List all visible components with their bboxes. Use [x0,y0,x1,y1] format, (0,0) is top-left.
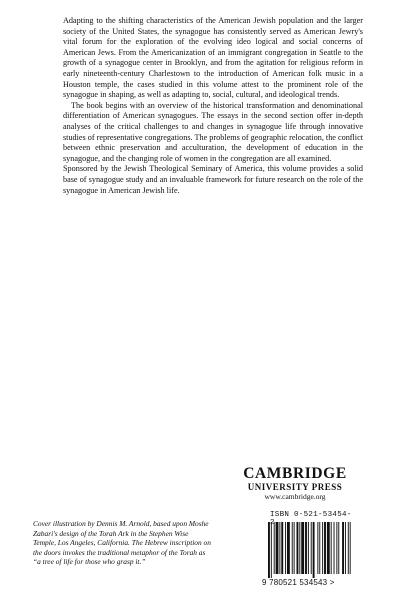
barcode-bar [331,522,332,574]
barcode-bar [279,522,280,574]
barcode-block [262,511,356,589]
barcode-bar [313,522,315,578]
blurb-paragraph-1: Adapting to the shifting characteristics of the American Jewish population and the larger society of the United States, the synagogue has consistently served as American Jewry's vital forum for the exploration of the evolving ideo logical and social concerns of American Jews. From the Americanization of an immigrant congregation in Seattle to the growth of a synagogue center in Brooklyn, and from the agitation for religious reform in early nineteenth-century Charlestown to the introduction of American folk music in a Houston temple, the cases studied in this volume attest to the prominent role of the synagogue in shaping, as well as adapting to, social, cultural, and ideological trends. [63,16,363,100]
barcode-bar [305,522,307,574]
barcode-bar [334,522,335,574]
barcode-bar [294,522,295,574]
barcode-icon [262,522,356,578]
barcode-bar [342,522,344,574]
barcode-bar [338,522,339,574]
barcode-number: 9 780521 534543 > [262,578,335,587]
publisher-logo [236,466,354,501]
barcode-bar [281,522,283,574]
cover-credit: Cover illustration by Dennis M. Arnold, based upon Moshe Zabari's design of the Torah Ark in the Stephen Wise Temple, Los Angeles, California. The Hebrew inscription on the doors invokes the traditional metaphor of the Torah as “a tree of life for those who grasp it.” [33,519,211,567]
isbn-text: ISBN 0-521-53454-2 [270,511,352,527]
blurb-text [63,16,363,196]
barcode-bar [324,522,326,574]
barcode-bar [336,522,337,574]
barcode-bar [319,522,320,574]
barcode-bar [301,522,304,574]
barcode-bar [345,522,346,574]
barcode-bar [317,522,318,574]
barcode-bar [322,522,323,574]
publisher-url: www.cambridge.org [264,492,326,501]
barcode-bar [292,522,293,574]
barcode-bar [287,522,290,574]
barcode-bar [350,522,351,574]
barcode-bar [274,522,275,574]
barcode-bar [311,522,312,574]
blurb-paragraph-2: The book begins with an overview of the historical transformation and denominational differentiation of American synagogues. The essays in the second section offer in-depth analyses of the critical challenges to and changes in synagogue life through innovative studies of representative congregations. The problems of geographic relocation, the conflict between ethnic preservation and acculturation, the development of education in the synagogue, and the changing role of women in the congregation are all examined. [63,100,363,163]
barcode-bar [348,522,349,574]
barcode-bar [285,522,286,574]
barcode-bar [299,522,300,574]
barcode-bar [308,522,309,574]
blurb-paragraph-3: Sponsored by the Jewish Theological Seminary of America, this volume provides a solid base of synagogue study and an invaluable framework for future research on the role of the synagogue in American Jewish life. [63,164,363,195]
barcode-bar [327,522,330,574]
barcode-bar [271,522,272,578]
publisher-name: CAMBRIDGE [243,465,347,482]
barcode-bar [297,522,299,574]
barcode-bar [276,522,279,574]
publisher-press: UNIVERSITY PRESS [247,482,343,492]
barcode-bar [268,522,270,578]
